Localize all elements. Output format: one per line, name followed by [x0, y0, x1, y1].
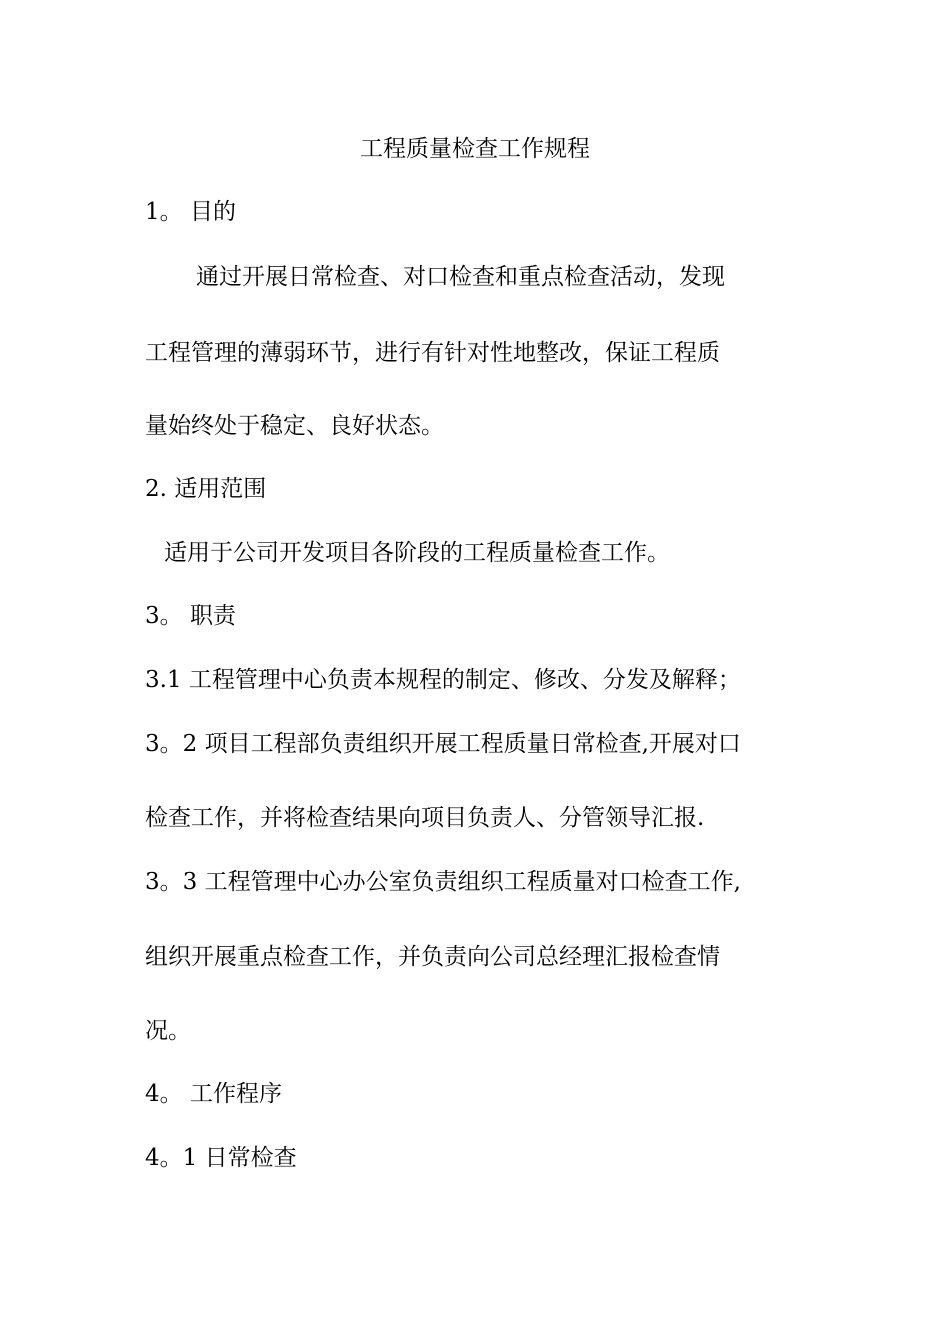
paragraph-line: 组织开展重点检查工作，并负责向公司总经理汇报检查情: [145, 944, 720, 970]
document-title: 工程质量检查工作规程: [360, 136, 590, 162]
subsection-heading-daily-inspection: 4。1 日常检查: [145, 1145, 297, 1171]
section-heading-purpose: 1。 目的: [145, 199, 236, 225]
paragraph-line: 适用于公司开发项目各阶段的工程质量检查工作。: [164, 540, 670, 566]
paragraph-line: 量始终处于稳定、良好状态。: [145, 413, 444, 439]
paragraph-line: 3.1 工程管理中心负责本规程的制定、修改、分发及解释；: [145, 667, 741, 693]
section-heading-duties: 3。 职责: [145, 603, 236, 629]
paragraph-line: 检查工作，并将检查结果向项目负责人、分管领导汇报.: [145, 805, 705, 831]
section-heading-procedure: 4。 工作程序: [145, 1081, 282, 1107]
paragraph-line: 工程管理的薄弱环节，进行有针对性地整改，保证工程质: [145, 340, 720, 366]
paragraph-line: 3。3 工程管理中心办公室负责组织工程质量对口检查工作,: [145, 869, 741, 895]
section-heading-scope: 2. 适用范围: [145, 476, 267, 502]
paragraph-line: 3。2 项目工程部负责组织开展工程质量日常检查,开展对口: [145, 731, 741, 757]
paragraph-line: 况。: [145, 1018, 191, 1044]
paragraph-line: 通过开展日常检查、对口检查和重点检查活动，发现: [196, 264, 725, 290]
